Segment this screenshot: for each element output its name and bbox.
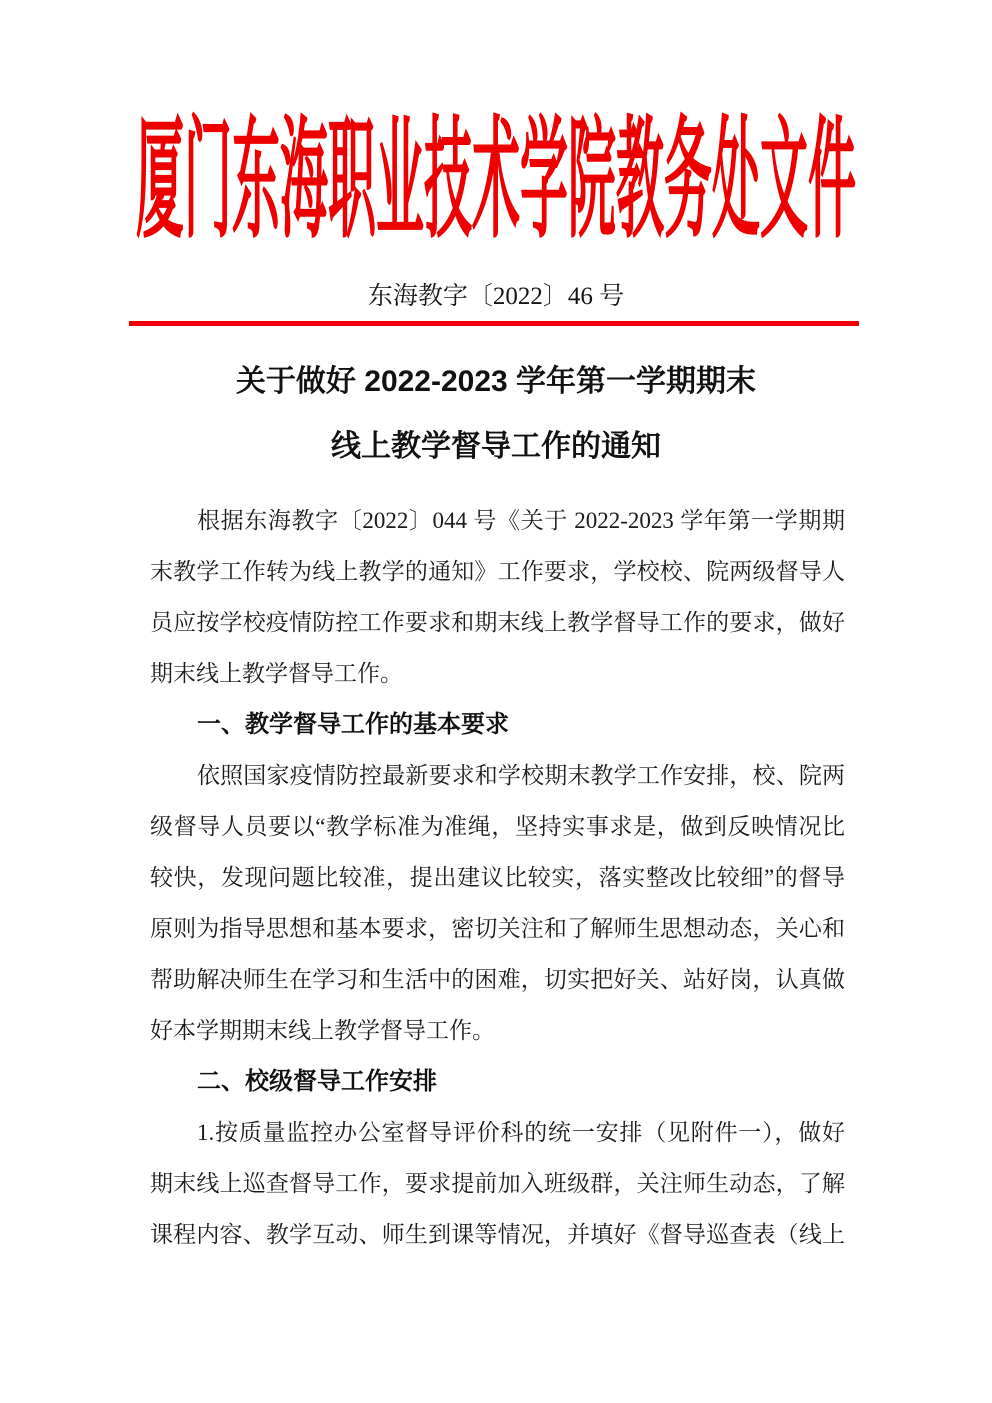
body-line: 好本学期期末线上教学督导工作。	[150, 1018, 495, 1043]
body-line: 根据东海教字〔2022〕044 号《关于 2022-2023 学年第一学期期	[197, 508, 845, 533]
body-line: 期末线上巡查督导工作，要求提前加入班级群，关注师生动态，了解	[150, 1171, 845, 1196]
body-line: 员应按学校疫情防控工作要求和期末线上教学督导工作的要求，做好	[150, 610, 845, 635]
document-title-line-2: 线上教学督导工作的通知	[331, 430, 661, 463]
body-line: 帮助解决师生在学习和生活中的困难，切实把好关、站好岗，认真做	[150, 967, 845, 992]
section-heading-2: 二、校级督导工作安排	[197, 1068, 437, 1095]
body-line: 原则为指导思想和基本要求，密切关注和了解师生思想动态，关心和	[150, 916, 845, 941]
section-heading-1: 一、教学督导工作的基本要求	[197, 711, 509, 738]
body-line: 1.按质量监控办公室督导评价科的统一安排（见附件一），做好	[197, 1120, 845, 1145]
letterhead	[0, 109, 992, 256]
document-body	[150, 495, 845, 1260]
body-line: 级督导人员要以“教学标准为准绳，坚持实事求是，做到反映情况比	[150, 814, 845, 839]
body-line: 课程内容、教学互动、师生到课等情况，并填好《督导巡查表（线上	[150, 1222, 845, 1247]
body-line: 较快，发现问题比较准，提出建议比较实，落实整改比较细”的督导	[150, 865, 845, 890]
document-title-line-1: 关于做好 2022-2023 学年第一学期期末	[235, 365, 757, 398]
red-separator-line	[129, 321, 859, 326]
body-line: 期末线上教学督导工作。	[150, 661, 403, 686]
body-line: 末教学工作转为线上教学的通知》工作要求，学校校、院两级督导人	[150, 559, 845, 584]
letterhead-org-title: 厦门东海职业技术学院教务处文件	[135, 109, 856, 256]
document-number: 东海教字〔2022〕46 号	[367, 283, 625, 310]
body-line: 依照国家疫情防控最新要求和学校期末教学工作安排，校、院两	[197, 763, 845, 788]
